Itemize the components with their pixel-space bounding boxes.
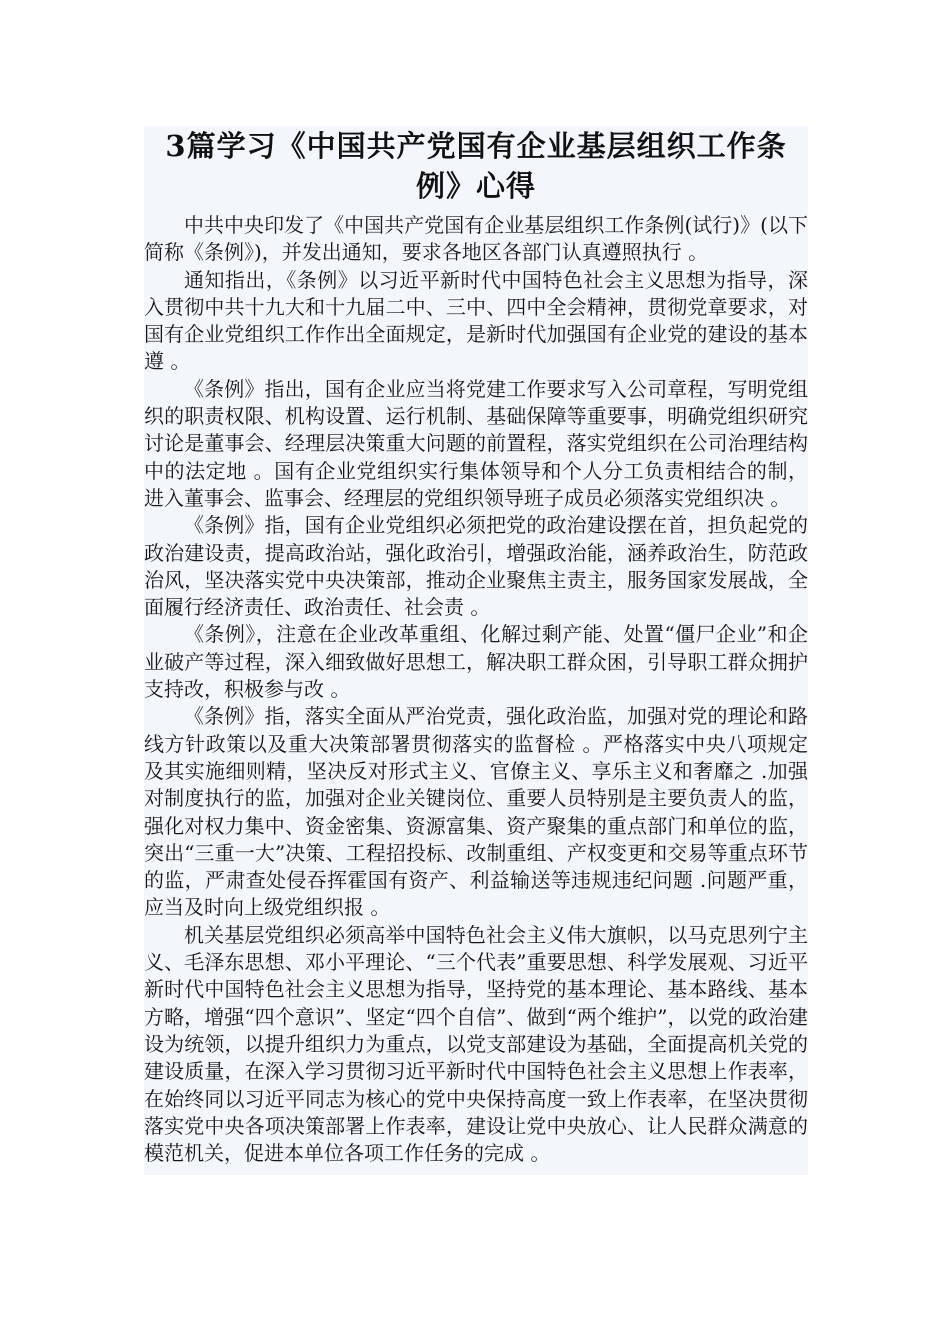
- paragraph-1: 中共中央印发了《中国共产党国有企业基层组织工作条例(试行)》(以下简称《条例》)，并发出通知，要求各地区各部门认真遵照执行 。: [144, 213, 808, 265]
- paragraph-7: 机关基层党组织必须高举中国特色社会主义伟大旗帜，以马克思列宁主义、毛泽东思想、邓小平理论、“三个代表”重要思想、科学发展观、习近平新时代中国特色社会主义思想为指导，坚持党的基本理论、基本路线、基本方略，增强“四个意识”、坚定“四个自信”、做到“两个维护”，以党的政治建设为统领，以提升组织力为重点，以党支部建设为基础，全面提高机关党的建设质量，在深入学习贯彻习近平新时代中国特色社会主义思想上作表率，在始终同以习近平同志为核心的党中央保持高度一致上作表率，在坚决贯彻落实党中央各项决策部署上作表率，建设让党中央放心、让人民群众满意的模范机关，促进本单位各项工作任务的完成 。: [144, 922, 808, 1166]
- document-body: [144, 212, 808, 1167]
- paragraph-5: 《条例》，注意在企业改革重组、化解过剩产能、处置“僵尸企业”和企业破产等过程，深入细致做好思想工，解决职工群众困，引导职工群众拥护支持改，积极参与改 。: [144, 622, 808, 702]
- paragraph-4: 《条例》指，国有企业党组织必须把党的政治建设摆在首，担负起党的政治建设责，提高政治站，强化政治引，增强政治能，涵养政治生，防范政治风，坚决落实党中央决策部，推动企业聚焦主责主，服务国家发展战，全面履行经济责任、政治责任、社会责 。: [144, 513, 808, 620]
- document-title: 3篇学习《中国共产党国有企业基层组织工作条例》心得: [165, 129, 787, 203]
- paragraph-2: 通知指出，《条例》以习近平新时代中国特色社会主义思想为指导，深入贯彻中共十九大和十九届二中、三中、四中全会精神，贯彻党章要求，对国有企业党组织工作作出全面规定，是新时代加强国有企业党的建设的基本遵 。: [144, 267, 808, 374]
- paragraph-6: 《条例》指，落实全面从严治党责，强化政治监，加强对党的理论和路线方针政策以及重大决策部署贯彻落实的监督检 。严格落实中央八项规定及其实施细则精，坚决反对形式主义、官僚主义、享乐主义和奢靡之 .加强对制度执行的监，加强对企业关键岗位、重要人员特别是主要负责人的监，强化对权力集中、资金密集、资源富集、资产聚集的重点部门和单位的监，突出“三重一大”决策、工程招投标、改制重组、产权变更和交易等重点环节的监，严肃查处侵吞挥霍国有资产、利益输送等违规违纪问题 .问题严重，应当及时向上级党组织报 。: [144, 704, 808, 920]
- document-content: [144, 126, 808, 1175]
- paragraph-3: 《条例》指出，国有企业应当将党建工作要求写入公司章程，写明党组织的职责权限、机构设置、运行机制、基础保障等重要事，明确党组织研究讨论是董事会、经理层决策重大问题的前置程，落实党组织在公司治理结构中的法定地 。国有企业党组织实行集体领导和个人分工负责相结合的制，进入董事会、监事会、经理层的党组织领导班子成员必须落实党组织决 。: [144, 376, 808, 510]
